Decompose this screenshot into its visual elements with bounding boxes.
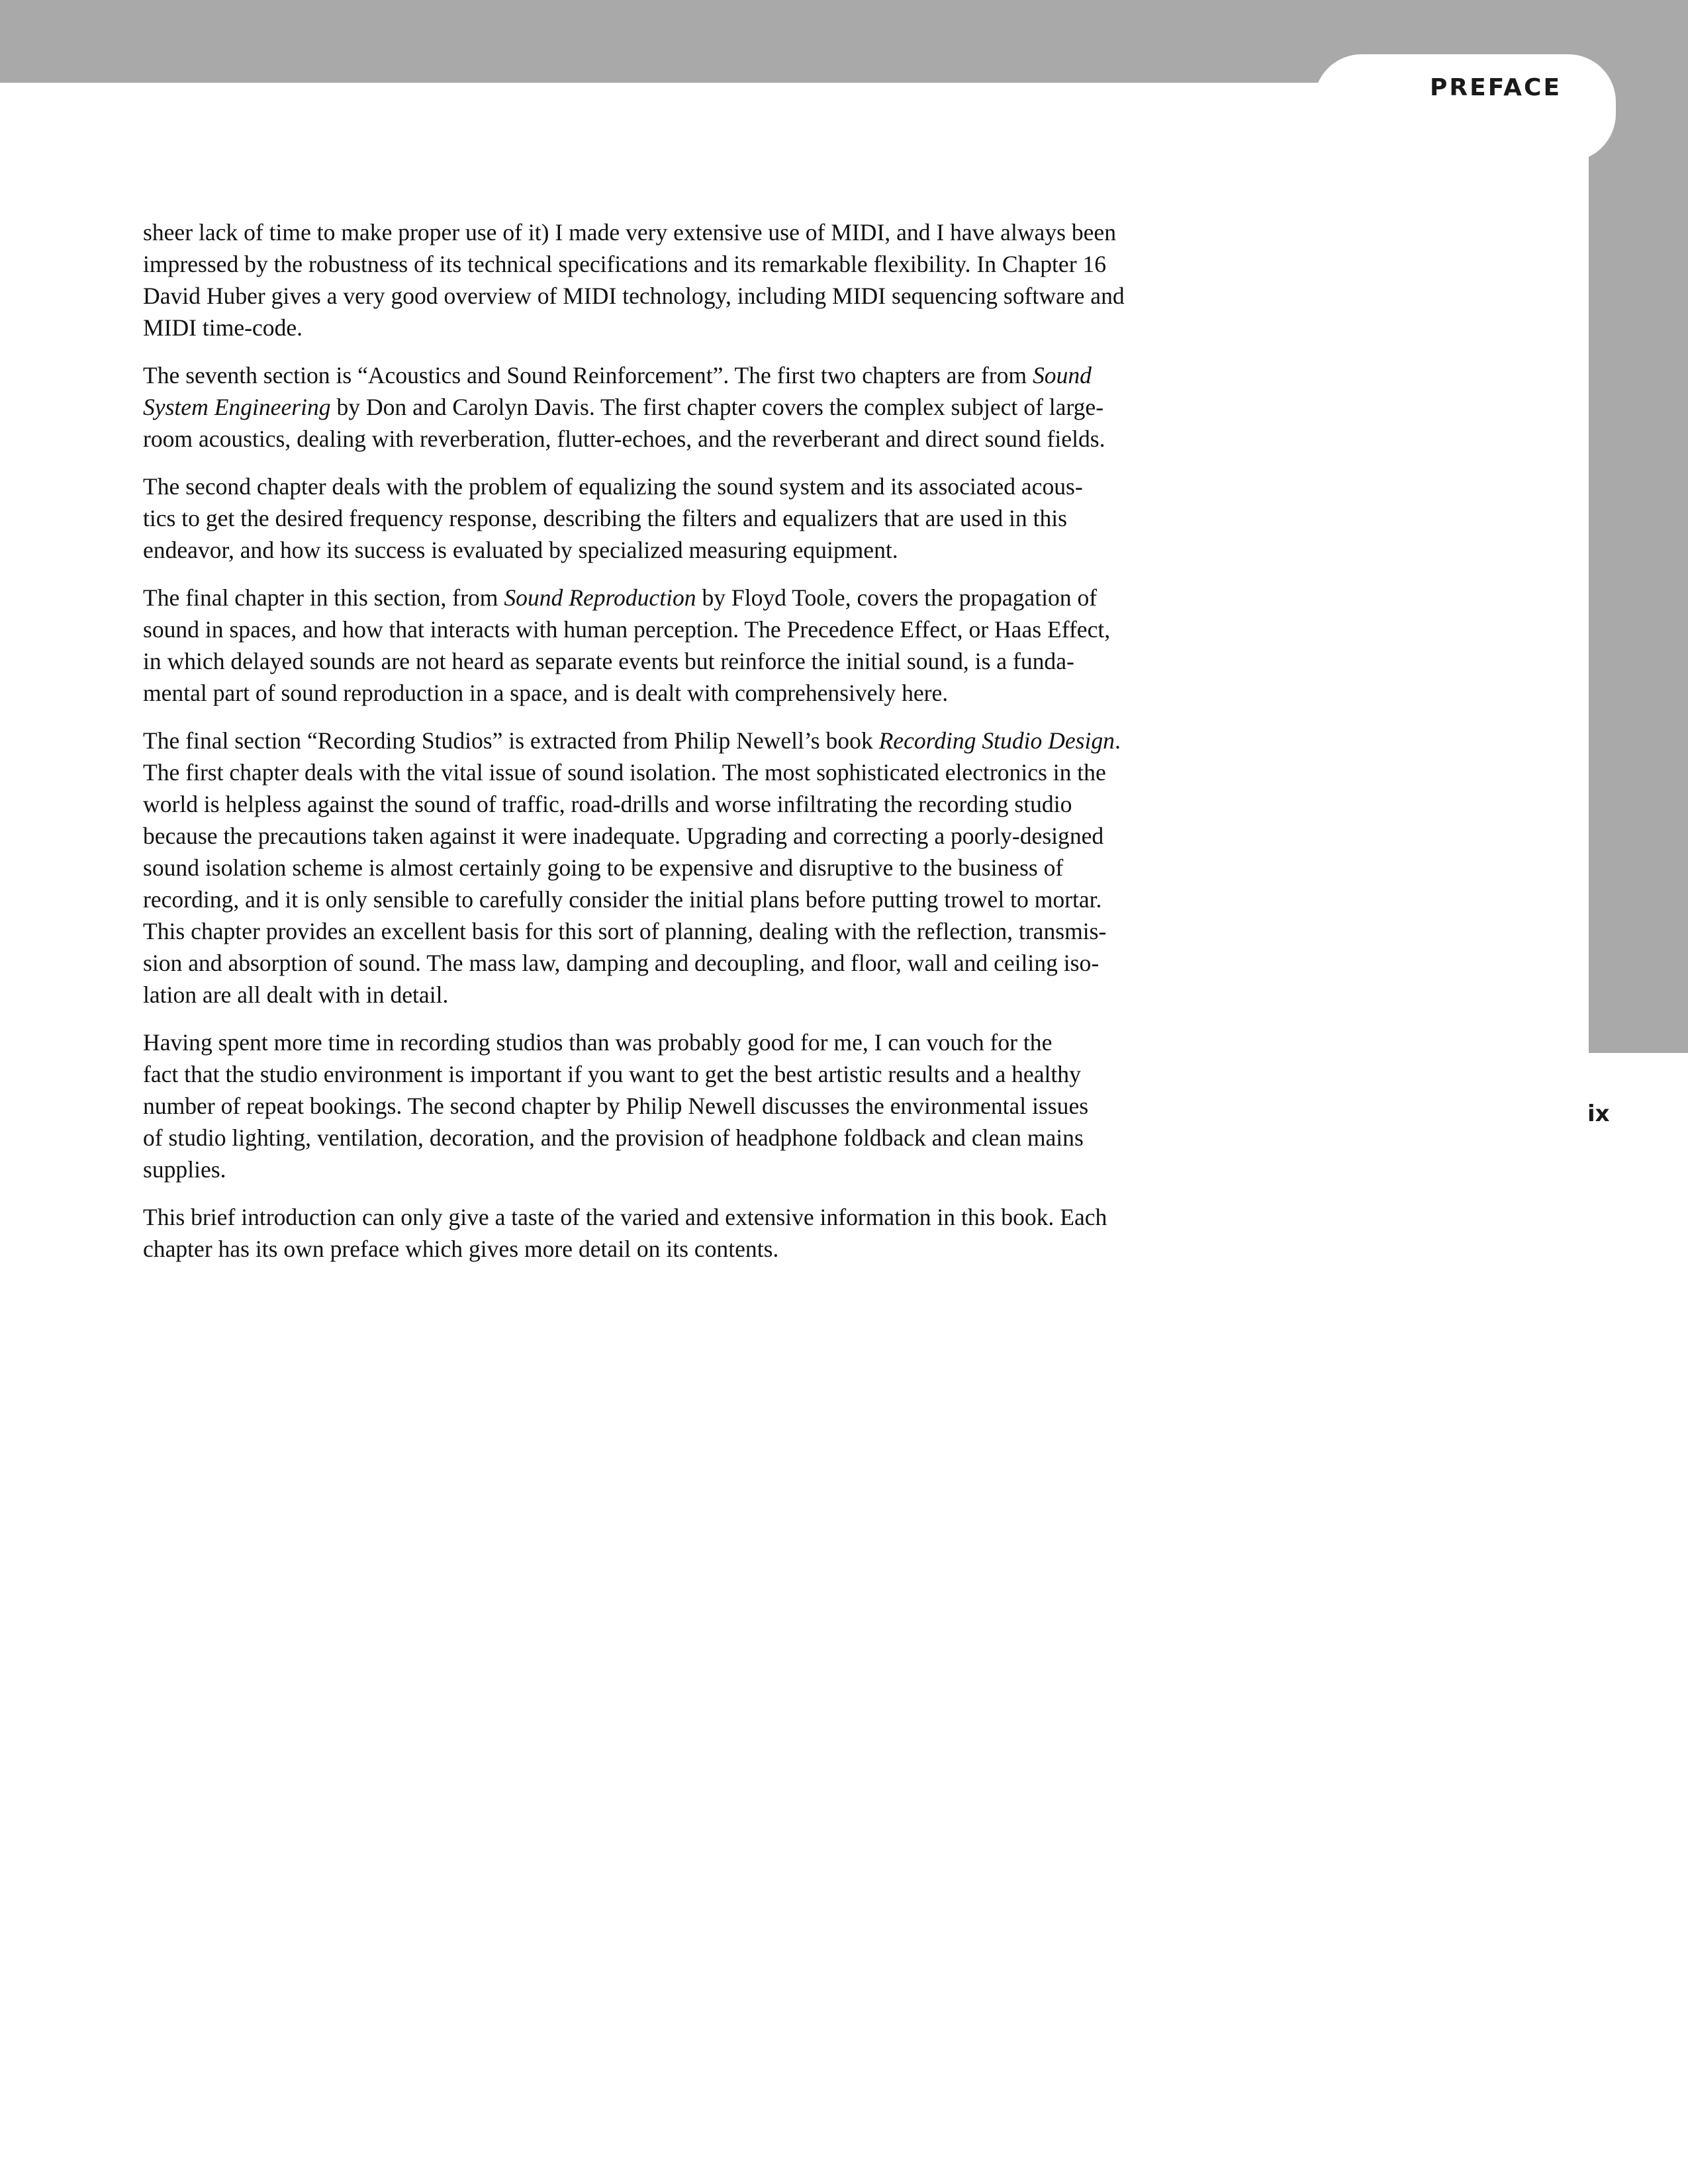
- body-text: [143, 216, 1241, 1281]
- text-span: .: [1114, 727, 1121, 754]
- text-line: mental part of sound reproduction in a space, and is dealt with comprehensively here.: [143, 680, 949, 706]
- text-line: sound in spaces, and how that interacts with human perception. The Precedence Effect, or Haas Effect,: [143, 616, 1111, 643]
- chapter-thumb-tab: [1589, 83, 1688, 1053]
- text-line: tics to get the desired frequency response, describing the filters and equalizers that are used in this: [143, 505, 1067, 531]
- text-span: The final chapter in this section, from: [143, 584, 504, 611]
- paragraph-4: [143, 582, 1241, 709]
- book-title: Recording Studio Design: [878, 727, 1115, 754]
- paragraph-2: [143, 359, 1241, 455]
- text-line: endeavor, and how its success is evaluated by specialized measuring equipment.: [143, 537, 898, 563]
- text-line: lation are all dealt with in detail.: [143, 981, 449, 1008]
- text-line: The second chapter deals with the problem of equalizing the sound system and its associated acous-: [143, 473, 1083, 500]
- text-line: David Huber gives a very good overview of MIDI technology, including MIDI sequencing software and: [143, 283, 1125, 309]
- paragraph-5: [143, 725, 1241, 1011]
- text-line: fact that the studio environment is important if you want to get the best artistic results and a healthy: [143, 1061, 1081, 1087]
- section-label: PREFACE: [1430, 74, 1562, 101]
- text-line: recording, and it is only sensible to carefully consider the initial plans before putting trowel to mortar.: [143, 886, 1102, 913]
- text-line: room acoustics, dealing with reverberation, flutter-echoes, and the reverberant and direct sound fields.: [143, 426, 1105, 452]
- text-span: The seventh section is “Acoustics and Sound Reinforcement”. The first two chapters are from: [143, 362, 1033, 388]
- text-line: This brief introduction can only give a taste of the varied and extensive information in this book. Each: [143, 1204, 1107, 1230]
- text-line: of studio lighting, ventilation, decoration, and the provision of headphone foldback and clean mains: [143, 1124, 1084, 1151]
- text-line: in which delayed sounds are not heard as separate events but reinforce the initial sound, is a funda-: [143, 648, 1074, 674]
- text-span: by Floyd Toole, covers the propagation of: [696, 584, 1098, 611]
- text-line: sheer lack of time to make proper use of it) I made very extensive use of MIDI, and I have always been: [143, 219, 1117, 246]
- text-line: chapter has its own preface which gives more detail on its contents.: [143, 1236, 779, 1262]
- text-line: sound isolation scheme is almost certainly going to be expensive and disruptive to the business of: [143, 854, 1064, 881]
- section-tab: [1314, 54, 1616, 161]
- text-span: The final section “Recording Studios” is extracted from Philip Newell’s book: [143, 727, 879, 754]
- book-title: Sound: [1033, 362, 1092, 388]
- text-line: MIDI time-code.: [143, 314, 303, 341]
- text-line: The first chapter deals with the vital issue of sound isolation. The most sophisticated electronics in the: [143, 759, 1106, 786]
- paragraph-6: [143, 1026, 1241, 1185]
- paragraph-3: [143, 471, 1241, 566]
- text-line: Having spent more time in recording studios than was probably good for me, I can vouch for the: [143, 1029, 1053, 1056]
- text-line: world is helpless against the sound of traffic, road-drills and worse infiltrating the recording studio: [143, 791, 1072, 817]
- text-line: because the precautions taken against it were inadequate. Upgrading and correcting a poorly-designed: [143, 823, 1104, 849]
- text-line: sion and absorption of sound. The mass law, damping and decoupling, and floor, wall and ceiling iso-: [143, 950, 1100, 976]
- text-line: supplies.: [143, 1156, 226, 1183]
- text-line: This chapter provides an excellent basis for this sort of planning, dealing with the reflection, transmis-: [143, 918, 1107, 944]
- text-line: impressed by the robustness of its technical specifications and its remarkable flexibility. In Chapter 16: [143, 251, 1107, 277]
- paragraph-7: [143, 1201, 1241, 1265]
- text-line: number of repeat bookings. The second chapter by Philip Newell discusses the environmental issues: [143, 1093, 1089, 1119]
- paragraph-1: [143, 216, 1241, 343]
- text-span: by Don and Carolyn Davis. The first chapter covers the complex subject of large-: [330, 394, 1104, 420]
- book-title: System Engineering: [143, 394, 331, 420]
- book-title: Sound Reproduction: [504, 584, 696, 611]
- page-number: ix: [1587, 1101, 1610, 1127]
